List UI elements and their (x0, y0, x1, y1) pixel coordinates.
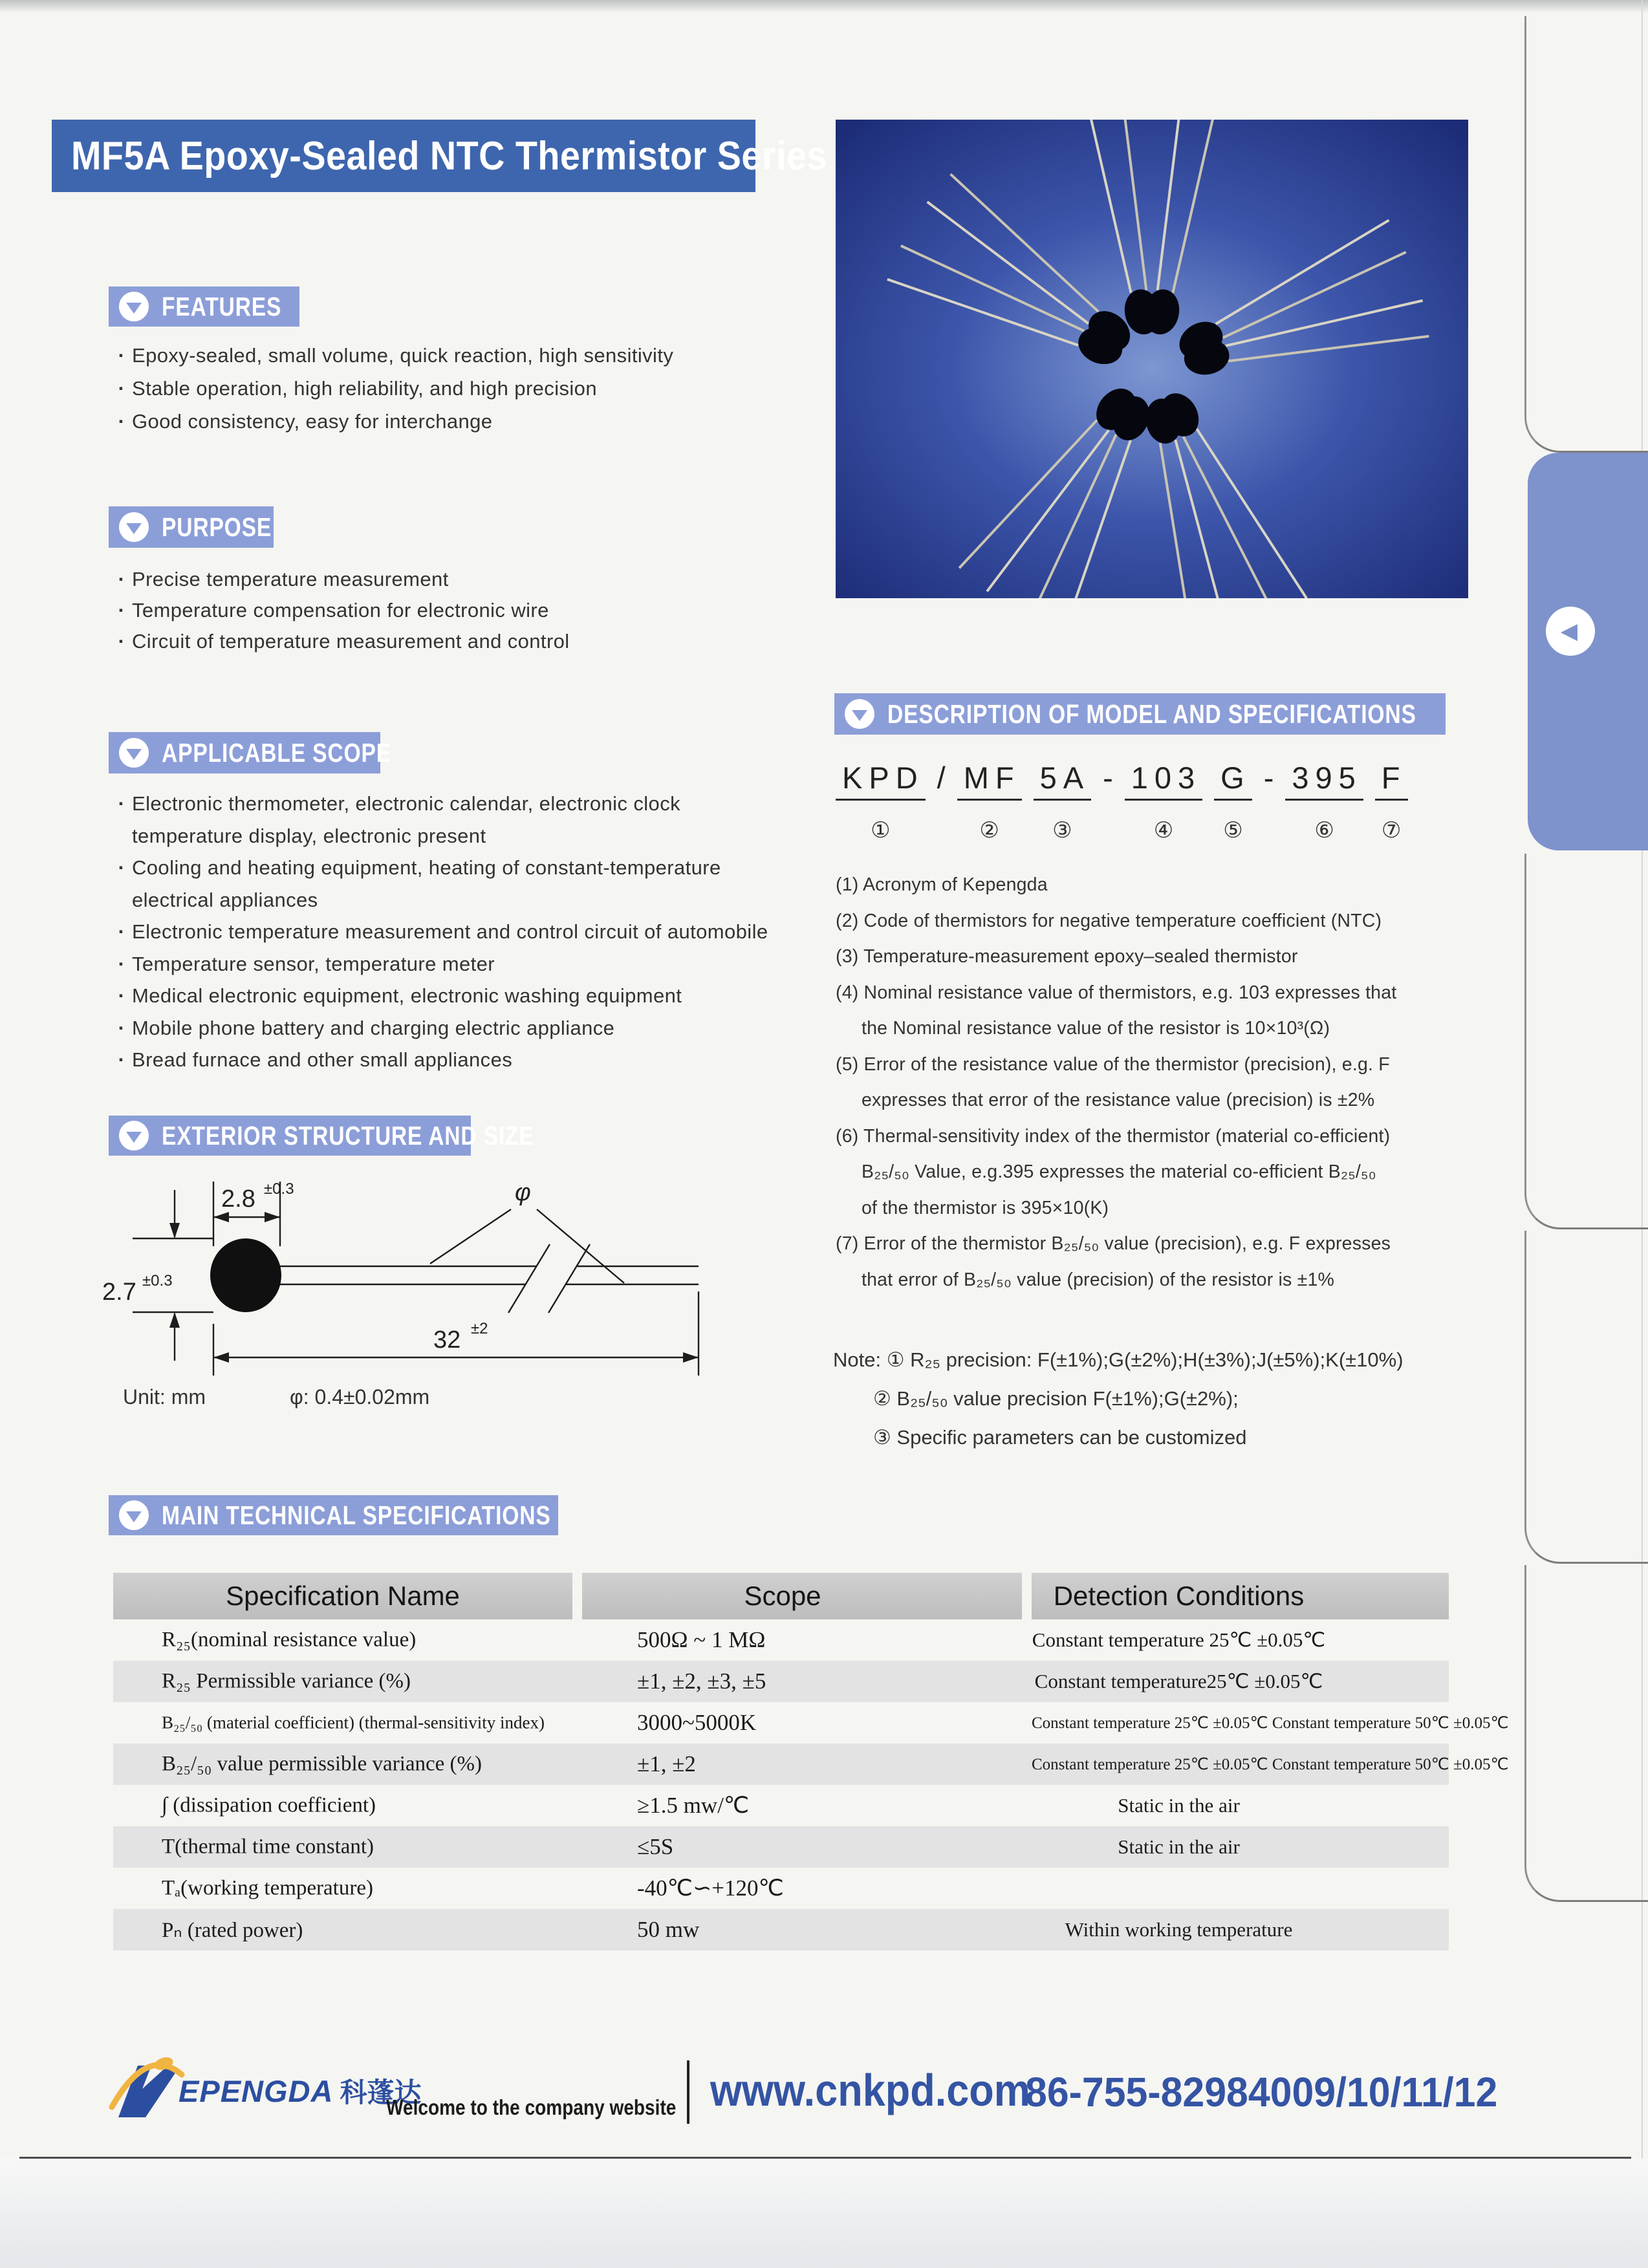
table-row: Pₙ (rated power) 50 mw Within working temperature (113, 1909, 1449, 1950)
section-header-exterior-structure (109, 1116, 534, 1156)
bullet-icon: · (118, 344, 125, 367)
phone-number: 86-755-82984009/10/11/12 (1025, 2069, 1498, 2115)
model-code-segment: 103 ④ (1125, 762, 1202, 843)
table-row: B₂₅/₅₀ value permissible variance (%) ±1, ±2 Constant temperature 25℃ ±0.05℃ Constant temperature 50℃ ±0.05℃ (113, 1744, 1449, 1785)
column-header-specification-name: Specification Name (113, 1573, 572, 1619)
list-item: · Electronic thermometer, electronic calendar, electronic clock (111, 792, 768, 825)
bullet-icon: · (118, 377, 125, 400)
page-title-label: MF5A Epoxy-Sealed NTC Thermistor Series (71, 133, 828, 178)
model-code-segment: 395 ⑥ (1285, 762, 1363, 843)
dim-height-label: 2.7 (102, 1279, 136, 1306)
phi-symbol: φ (515, 1179, 531, 1206)
circled-number: ⑤ (1223, 818, 1243, 843)
back-arrow-icon[interactable]: ◀ (1546, 607, 1595, 656)
list-item: · Precise temperature measurement (111, 568, 570, 599)
side-nav-tab[interactable] (1528, 453, 1648, 850)
product-photo (836, 120, 1468, 598)
company-logo (107, 2055, 421, 2126)
triangle-down-icon (119, 1500, 149, 1530)
triangle-down-icon (119, 292, 149, 321)
margin-card-edge (1524, 1231, 1648, 1564)
section-header-features (109, 286, 299, 327)
description-line: the Nominal resistance value of the resistor is 10×10³(Ω) (862, 1018, 1330, 1039)
list-item: · Mobile phone battery and charging electric appliance (111, 1017, 768, 1049)
model-code-segment: 5A ③ (1034, 762, 1092, 843)
list-item: · Epoxy-sealed, small volume, quick reaction, high sensitivity (111, 344, 673, 377)
description-line: expresses that error of the resistance value (precision) is ±2% (862, 1090, 1375, 1110)
description-line: (6) Thermal-sensitivity index of the thermistor (material co-efficient) (836, 1125, 1391, 1147)
list-item: · Stable operation, high reliability, and high precision (111, 377, 673, 410)
bullet-icon: · (118, 952, 125, 975)
section-title: MAIN TECHNICAL SPECIFICATIONS (162, 1500, 551, 1530)
description-line: (3) Temperature-measurement epoxy–sealed thermistor (836, 946, 1298, 967)
section-title: PURPOSE (162, 512, 272, 542)
list-item: · Circuit of temperature measurement and control (111, 630, 570, 661)
table-row: ∫ (dissipation coefficient) ≥1.5 mw/℃ Static in the air (162, 1793, 1240, 1818)
footer-tagline: Welcome to the company website (386, 2095, 677, 2119)
list-item-continuation: temperature display, electronic present (132, 824, 486, 847)
bullet-icon: · (118, 1048, 125, 1071)
margin-card-edge (1524, 16, 1648, 453)
model-description-list (836, 874, 1457, 1305)
note-line: Note: ① R₂₅ precision: F(±1%);G(±2%);H(±3%);J(±5%);K(±10%) (833, 1348, 1404, 1371)
bullet-icon: · (118, 856, 125, 879)
bullet-icon: · (118, 792, 125, 815)
purpose-list (111, 568, 570, 661)
list-item: · Temperature compensation for electronic wire (111, 599, 570, 630)
bullet-icon: · (118, 599, 125, 621)
photo-background (836, 120, 1468, 598)
footer-divider-bar (687, 2060, 689, 2124)
page-title (52, 120, 828, 192)
specifications-table (113, 1573, 1509, 1950)
bullet-icon: · (118, 1016, 125, 1039)
dim-height-tol: ±0.3 (142, 1272, 173, 1290)
column-header-scope: Scope (582, 1573, 1022, 1619)
section-header-purpose (109, 506, 274, 548)
scan-top-edge (0, 0, 1648, 13)
model-code-segment: MF ② (957, 762, 1022, 843)
brand-name-chinese: 科蓬达 (340, 2077, 422, 2108)
section-title: EXTERIOR STRUCTURE AND SIZE (162, 1120, 534, 1150)
logo-swoosh-icon (107, 2055, 188, 2126)
section-header-main-specs (109, 1495, 558, 1535)
triangle-down-icon (119, 512, 149, 542)
description-line: B₂₅/₅₀ Value, e.g.395 expresses the material co-efficient B₂₅/₅₀ (862, 1161, 1376, 1182)
bullet-icon: · (118, 410, 125, 433)
circled-number: ③ (1052, 818, 1072, 843)
bullet-icon: · (118, 630, 125, 653)
column-header-detection-conditions: Detection Conditions (1032, 1573, 1449, 1619)
margin-card-edge (1524, 1565, 1648, 1902)
section-title: DESCRIPTION OF MODEL AND SPECIFICATIONS (887, 698, 1416, 729)
section-title: FEATURES (162, 291, 282, 321)
circled-number: ④ (1153, 818, 1174, 843)
model-code-separator: / (937, 761, 946, 795)
circled-number: ⑦ (1381, 818, 1402, 843)
bullet-icon: · (118, 920, 125, 943)
circled-number: ① (871, 818, 891, 843)
model-code-segment: F ⑦ (1375, 762, 1408, 843)
description-line: (7) Error of the thermistor B₂₅/₅₀ value (precision), e.g. F expresses (836, 1233, 1391, 1254)
dim-width-tol: ±0.3 (264, 1180, 294, 1198)
circled-number: ⑥ (1314, 818, 1334, 843)
description-line: (5) Error of the resistance value of the thermistor (precision), e.g. F (836, 1053, 1390, 1075)
table-row: B₂₅/₅₀ (material coefficient) (thermal-sensitivity index) 3000~5000K Constant temperature 25℃ ±0.05℃ Constant temperature 50℃ ±0.05℃ (162, 1710, 1509, 1735)
section-header-model-description (834, 693, 1446, 735)
model-code-separator: - (1103, 761, 1113, 795)
model-code (836, 762, 1408, 843)
model-code-separator: - (1263, 761, 1274, 795)
list-item: · Good consistency, easy for interchange (111, 410, 673, 443)
note-line: ② B₂₅/₅₀ value precision F(±1%);G(±2%); (873, 1387, 1239, 1410)
section-header-applicable-scope (109, 732, 391, 773)
unit-note: Unit: mm (123, 1385, 206, 1409)
brand-name: EPENGDA (179, 2073, 334, 2108)
list-item: · Medical electronic equipment, electronic washing equipment (111, 984, 768, 1017)
list-item-continuation: electrical appliances (132, 888, 318, 911)
model-note (833, 1348, 1404, 1465)
table-row: Tₐ(working temperature) -40℃∽+120℃ (162, 1875, 784, 1901)
list-item: · Bread furnace and other small appliances (111, 1048, 768, 1081)
model-code-segment: G ⑤ (1214, 762, 1252, 843)
model-code-segment: KPD ① (836, 762, 926, 843)
list-item: · Electronic temperature measurement and control circuit of automobile (111, 920, 768, 953)
triangle-down-icon (119, 1121, 149, 1150)
triangle-down-icon (845, 699, 874, 729)
phi-note: φ: 0.4±0.02mm (290, 1385, 430, 1409)
description-line: (1) Acronym of Kepengda (836, 874, 1048, 895)
note-line: ③ Specific parameters can be customized (873, 1426, 1247, 1449)
description-line: of the thermistor is 395×10(K) (862, 1197, 1109, 1218)
list-item: · Temperature sensor, temperature meter (111, 953, 768, 985)
dim-length-label: 32 (433, 1326, 461, 1354)
website-link[interactable]: www.cnkpd.com (710, 2065, 1030, 2115)
description-line: that error of B₂₅/₅₀ value (precision) of the resistor is ±1% (862, 1269, 1335, 1290)
margin-card-edge (1524, 854, 1648, 1229)
description-line: (4) Nominal resistance value of thermistors, e.g. 103 expresses that (836, 982, 1397, 1003)
dim-length-tol: ±2 (471, 1320, 488, 1337)
bullet-icon: · (118, 568, 125, 590)
thermistor-bead (210, 1238, 281, 1312)
table-row: T(thermal time constant) ≤5S Static in the air (113, 1826, 1449, 1868)
features-list (111, 344, 673, 443)
list-item: · Cooling and heating equipment, heating of constant-temperature (111, 856, 768, 889)
circled-number: ② (979, 818, 999, 843)
table-row: R₂₅(nominal resistance value) 500Ω ~ 1 MΩ Constant temperature 25℃ ±0.05℃ (162, 1627, 1326, 1652)
applicable-scope-list (111, 792, 768, 1081)
diagram-notes (123, 1385, 429, 1409)
description-line: (2) Code of thermistors for negative temperature coefficient (NTC) (836, 910, 1382, 931)
bullet-icon: · (118, 984, 125, 1007)
dimension-diagram (97, 1172, 711, 1385)
page-bottom-edge (0, 2159, 1648, 2268)
triangle-down-icon (119, 738, 149, 768)
section-title: APPLICABLE SCOPE (162, 737, 391, 768)
table-row: R₂₅ Permissible variance (%) ±1, ±2, ±3, ±5 Constant temperature25℃ ±0.05℃ (113, 1661, 1449, 1702)
dim-width-label: 2.8 (221, 1185, 255, 1213)
